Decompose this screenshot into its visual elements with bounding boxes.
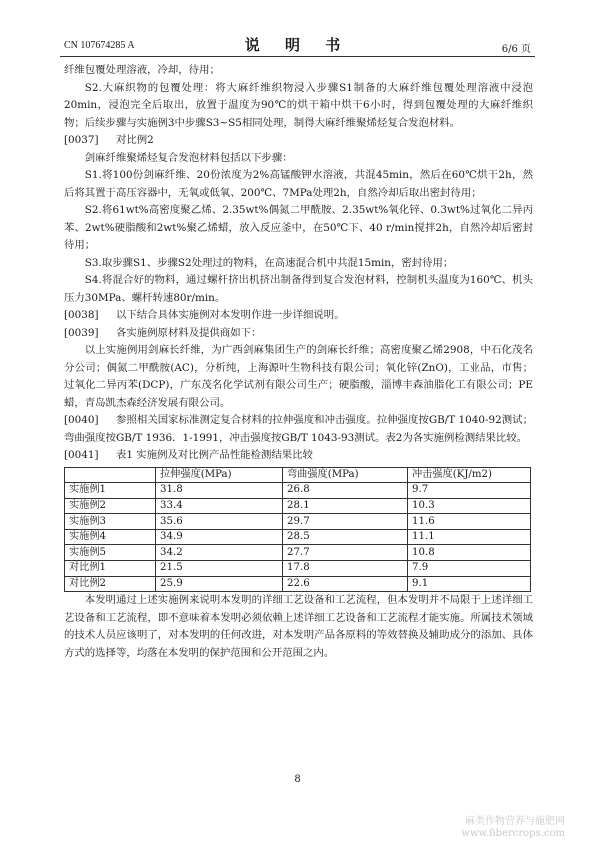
table-cell: 25.9 xyxy=(156,576,283,592)
results-table xyxy=(64,467,531,593)
watermark-url: www.fibercrops.com xyxy=(461,828,565,839)
paragraph: S2.大麻织物的包覆处理：将大麻纤维织物浸入步骤S1制备的大麻纤维包覆处理溶液中浸泡20min，浸泡完全后取出，放置于温度为90℃的烘干箱中烘干6小时，得到包覆处理的大麻纤维织物；后续步骤与实施例3中步骤S3~S5相同处理，制得大麻纤维聚烯烃复合发泡材料。 xyxy=(64,81,533,129)
table-cell: 35.6 xyxy=(156,514,283,530)
materials-paragraph: 以上实施例用剑麻长纤维，为广西剑麻集团生产的剑麻长纤维；高密度聚乙烯2908，中石化茂名分公司；偶氮二甲酰胺(AC)，分析纯，上海源叶生物科技有限公司；氧化锌(ZnO)，工业品，市售；过氧化二异丙苯(DCP)，广东茂名化学试剂有限公司生产；硬脂酸，淄博丰森油脂化工有限公司；PE蜡，青岛凯杰森经济发展有限公司。 xyxy=(64,344,533,409)
page-header xyxy=(60,34,535,57)
table-cell: 11.6 xyxy=(408,514,531,530)
table-cell: 17.8 xyxy=(283,561,408,577)
table-cell: 33.4 xyxy=(156,498,283,514)
paragraph-number: [0041] xyxy=(64,449,99,461)
paragraph-number: [0038] xyxy=(64,309,99,321)
table-cell: 34.2 xyxy=(156,545,283,561)
table-row xyxy=(65,576,531,592)
paragraph-text: 参照相关国家标准测定复合材料的拉伸强度和冲击强度。拉伸强度按GB/T 1040-92测试；弯曲强度按GB/T 1936．1-1991，冲击强度按GB/T 1043-93测试。表2为各实施例检测结果比较。 xyxy=(64,414,533,444)
watermark xyxy=(461,816,565,840)
table-cell: 实施例5 xyxy=(65,545,156,561)
table-caption: 表1 实施例及对比例产品性能检测结果比较 xyxy=(116,449,313,461)
table-cell: 对比例2 xyxy=(65,576,156,592)
table-cell: 实施例2 xyxy=(65,498,156,514)
table-header-cell: 冲击强度(KJ/m2) xyxy=(408,467,531,483)
section-heading: 对比例2 xyxy=(116,134,154,146)
table-row xyxy=(65,545,531,561)
watermark-title: 麻类作物营养与施肥网 xyxy=(465,816,565,827)
table-cell: 对比例1 xyxy=(65,561,156,577)
paragraph: 剑麻纤维聚烯烃复合发泡材料包括以下步骤： xyxy=(84,151,293,164)
paragraph-text: 以下结合具体实施例对本发明作进一步详细说明。 xyxy=(116,309,345,321)
closing-paragraph: 本发明通过上述实施例来说明本发明的详细工艺设备和工艺流程，但本发明并不局限于上述详细工艺设备和工艺流程，即不意味着本发明必须依赖上述详细工艺设备和工艺流程才能实施。所属技术领域的技术人员应该明了，对本发明的任何改进，对本发明产品各原料的等效替换及辅助成分的添加、具体方式的选择等，均落在本发明的保护范围和公开范围之内。 xyxy=(64,594,533,659)
table-cell: 28.5 xyxy=(283,529,408,545)
table-cell: 11.1 xyxy=(408,529,531,545)
table-cell: 7.9 xyxy=(408,561,531,577)
document-title: 说 明 书 xyxy=(244,36,351,54)
table-cell: 实施例4 xyxy=(65,529,156,545)
table-header-row xyxy=(65,467,531,483)
paragraph-0041 xyxy=(64,447,533,465)
paragraph-number: [0040] xyxy=(64,414,99,426)
table-row xyxy=(65,561,531,577)
paragraph-number: [0037] xyxy=(64,134,99,146)
table-cell: 27.7 xyxy=(283,545,408,561)
document-number: CN 107674285 A xyxy=(64,40,135,51)
paragraph: 纤维包覆处理溶液，冷却，待用； xyxy=(64,64,220,76)
paragraph-0037 xyxy=(64,132,533,150)
table-cell: 28.1 xyxy=(283,498,408,514)
table-row xyxy=(65,498,531,514)
table-cell: 31.8 xyxy=(156,483,283,499)
table-row xyxy=(65,514,531,530)
table-row xyxy=(65,529,531,545)
paragraph-0038 xyxy=(64,307,533,325)
table-cell: 实施例3 xyxy=(65,514,156,530)
paragraph-number: [0039] xyxy=(64,326,99,339)
document-body xyxy=(64,62,533,662)
table-cell: 22.6 xyxy=(283,576,408,592)
table-header-cell: 弯曲强度(MPa) xyxy=(283,467,408,483)
paragraph-text: 各实施例原材料及提供商如下： xyxy=(116,326,262,339)
table-header-cell xyxy=(65,467,156,483)
table-cell: 10.3 xyxy=(408,498,531,514)
table-row xyxy=(65,483,531,499)
paragraph: S3.取步骤S1、步骤S2处理过的物料，在高速混合机中共混15min，密封待用； xyxy=(84,256,454,269)
paragraph-0040 xyxy=(64,412,533,447)
table-cell: 29.7 xyxy=(283,514,408,530)
paragraph-0039 xyxy=(64,325,533,343)
table-cell: 实施例1 xyxy=(65,483,156,499)
table-cell: 21.5 xyxy=(156,561,283,577)
table-cell: 9.7 xyxy=(408,483,531,499)
table-cell: 10.8 xyxy=(408,545,531,561)
table-cell: 26.8 xyxy=(283,483,408,499)
paragraph: S1.将100份剑麻纤维、20份浓度为2%高锰酸钾水溶液，共混45min，然后在60℃烘干2h，然后将其置于高压容器中，无氧或低氧、200℃、7MPa处理2h，自然冷却后取出密封待用； xyxy=(64,169,533,199)
table-cell: 34.9 xyxy=(156,529,283,545)
table-cell: 9.1 xyxy=(408,576,531,592)
page-number: 8 xyxy=(294,774,301,785)
table-header-cell: 拉伸强度(MPa) xyxy=(156,467,283,483)
page-indicator: 6/6 页 xyxy=(501,44,531,55)
paragraph: S4.将混合好的物料，通过螺杆挤出机挤出制备得到复合发泡材料，控制机头温度为160℃、机头压力30MPa、螺杆转速80r/min。 xyxy=(64,274,533,304)
paragraph: S2.将61wt%高密度聚乙烯、2.35wt%偶氮二甲酰胺、2.35wt%氧化锌、0.3wt%过氧化二异丙苯、2wt%硬脂酸和2wt%聚乙烯蜡，放入反应釜中，在50℃下、40 r/min搅拌2h，自然冷却后密封待用； xyxy=(64,204,533,251)
